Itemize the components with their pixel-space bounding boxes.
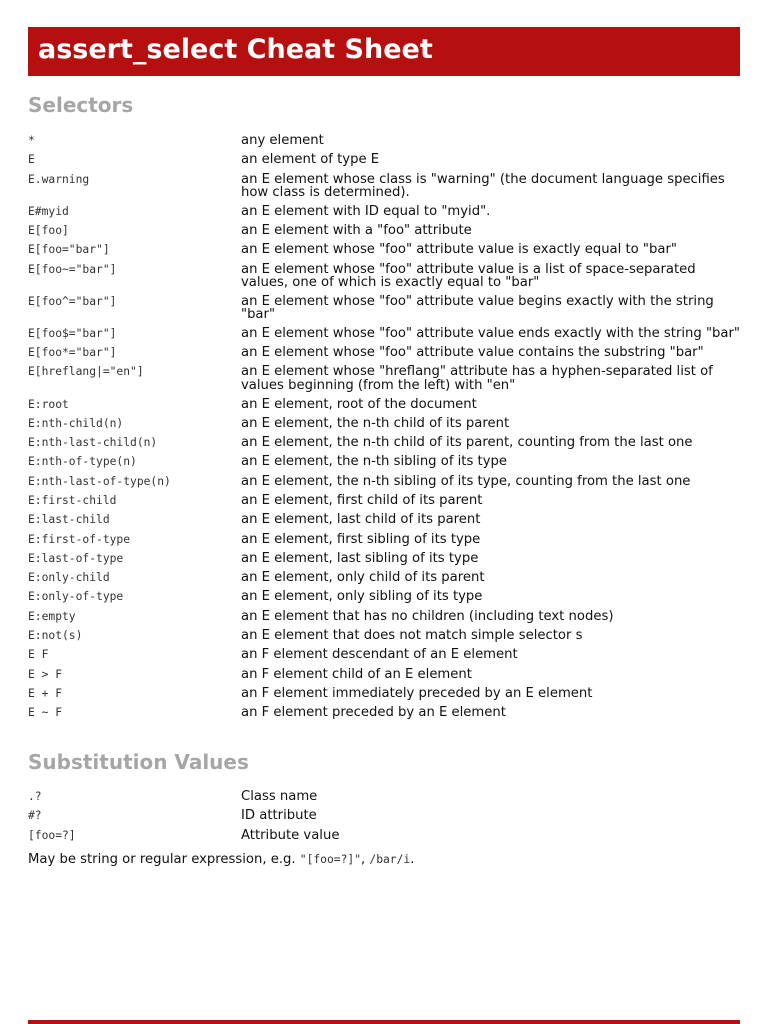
selector-description: an E element, the n-th sibling of its type, counting from the last one [241,473,691,489]
selector-row [28,131,740,148]
selector-description: an E element that does not match simple selector s [241,628,583,644]
selector-description: an E element, first sibling of its type [241,531,481,547]
substitution-code: #? [28,809,42,823]
note-separator: , [361,852,370,867]
title-banner [28,27,740,76]
substitution-code: .? [28,790,42,803]
selector-code: E:root [28,397,69,411]
selector-description: an E element, the n-th child of its parent, counting from the last one [241,435,693,451]
selector-row [28,530,740,547]
selector-row [28,549,740,566]
selector-description: an F element descendant of an E element [241,647,518,663]
selector-code: E#myid [28,204,69,218]
footer-rule [28,1020,740,1024]
selector-row [28,665,740,682]
selector-code: E ~ F [28,706,63,720]
selector-row [28,170,740,200]
note-suffix: . [410,852,415,867]
selector-row [28,324,740,341]
selector-row [28,221,740,238]
substitution-row [28,787,740,804]
selector-row [28,568,740,585]
selector-code: E[foo^="bar"] [28,294,117,308]
selector-description: an E element whose class is "warning" (the document language specifies how class is determined). [241,171,725,200]
substitution-values-heading: Substitution Values [28,750,249,774]
selector-code: E [28,153,35,167]
selector-description: an E element whose "foo" attribute value begins exactly with the string "bar" [241,293,714,323]
selector-row [28,587,740,604]
selector-row [28,362,740,392]
selector-code: E[foo$="bar"] [28,326,117,340]
substitution-note [28,851,740,868]
selector-code: E > F [28,667,63,681]
selector-description: an E element, only sibling of its type [241,589,483,605]
selector-description: an E element, the n-th child of its parent [241,415,510,431]
selector-description: an E element whose "foo" attribute value is exactly equal to "bar" [241,242,677,258]
substitution-row [28,826,740,843]
selector-code: E:nth-last-of-type(n) [28,474,171,488]
selector-row [28,491,740,508]
selector-code: E F [28,648,49,662]
selector-description: an F element preceded by an E element [241,705,506,721]
selector-code: E:only-of-type [28,590,124,604]
selector-row [28,452,740,469]
selector-code: E:last-child [28,513,110,527]
selector-code: * [28,134,35,147]
selector-description: an E element whose "hreflang" attribute has a hyphen-separated list of values beginning (from the left) with "en" [241,364,713,393]
selector-code: E + F [28,686,63,700]
selector-code: E:nth-last-child(n) [28,436,158,450]
substitution-row [28,806,740,823]
selector-description: an E element whose "foo" attribute value ends exactly with the string "bar" [241,325,740,341]
selector-code: E:not(s) [28,629,83,643]
selector-row [28,260,740,290]
selector-row [28,395,740,412]
selector-description: an element of type E [241,152,380,168]
selector-row [28,433,740,450]
selector-row [28,510,740,527]
selector-description: any element [241,133,324,148]
selector-row [28,414,740,431]
selector-description: an E element, last child of its parent [241,512,481,528]
selector-description: an E element, the n-th sibling of its type [241,454,508,470]
selector-description: an E element with ID equal to "myid". [241,203,491,219]
selector-description: an E element whose "foo" attribute value contains the substring "bar" [241,345,704,361]
selector-code: E.warning [28,172,90,186]
selector-code: E[foo*="bar"] [28,346,117,360]
selector-description: an E element with a "foo" attribute [241,223,472,238]
selector-description: an E element, only child of its parent [241,570,485,586]
selector-code: E[foo] [28,224,69,237]
selector-code: E[foo="bar"] [28,243,110,257]
selector-row [28,703,740,720]
substitution-description: Attribute value [241,827,340,843]
selector-description: an E element whose "foo" attribute value is a list of space-separated values, one of which is exactly equal to "bar" [241,261,696,290]
selector-row [28,626,740,643]
selector-row [28,607,740,624]
selector-code: E:empty [28,609,76,623]
selector-code: E:only-child [28,571,110,585]
selector-description: an E element that has no children (including text nodes) [241,608,614,624]
selector-code: E:nth-of-type(n) [28,455,137,469]
substitution-code: [foo=?] [28,828,76,842]
selector-row [28,150,740,167]
selector-description: an F element immediately preceded by an E element [241,685,593,701]
substitution-table [28,787,740,845]
selector-code: E[foo~="bar"] [28,262,117,276]
selector-row [28,343,740,360]
note-text: May be string or regular expression, e.g. [28,852,300,867]
selector-code: E[hreflang|="en"] [28,365,144,379]
selector-row [28,645,740,662]
selector-row [28,472,740,489]
selector-row [28,240,740,257]
note-example-string: "[foo=?]" [299,853,361,866]
selector-row [28,684,740,701]
selectors-heading: Selectors [28,93,134,117]
note-example-regex: /bar/i [369,853,411,866]
selector-description: an F element child of an E element [241,666,472,682]
selector-row [28,202,740,219]
selector-description: an E element, root of the document [241,396,477,412]
selector-code: E:last-of-type [28,551,124,565]
page-title: assert_select Cheat Sheet [38,34,433,65]
selector-code: E:first-of-type [28,532,131,546]
selector-code: E:nth-child(n) [28,416,124,430]
selector-code: E:first-child [28,494,117,507]
substitution-description: Class name [241,789,318,804]
selectors-table [28,131,740,723]
selector-description: an E element, last sibling of its type [241,550,479,566]
selector-description: an E element, first child of its parent [241,493,483,508]
selector-row [28,292,740,322]
substitution-description: ID attribute [241,808,317,824]
